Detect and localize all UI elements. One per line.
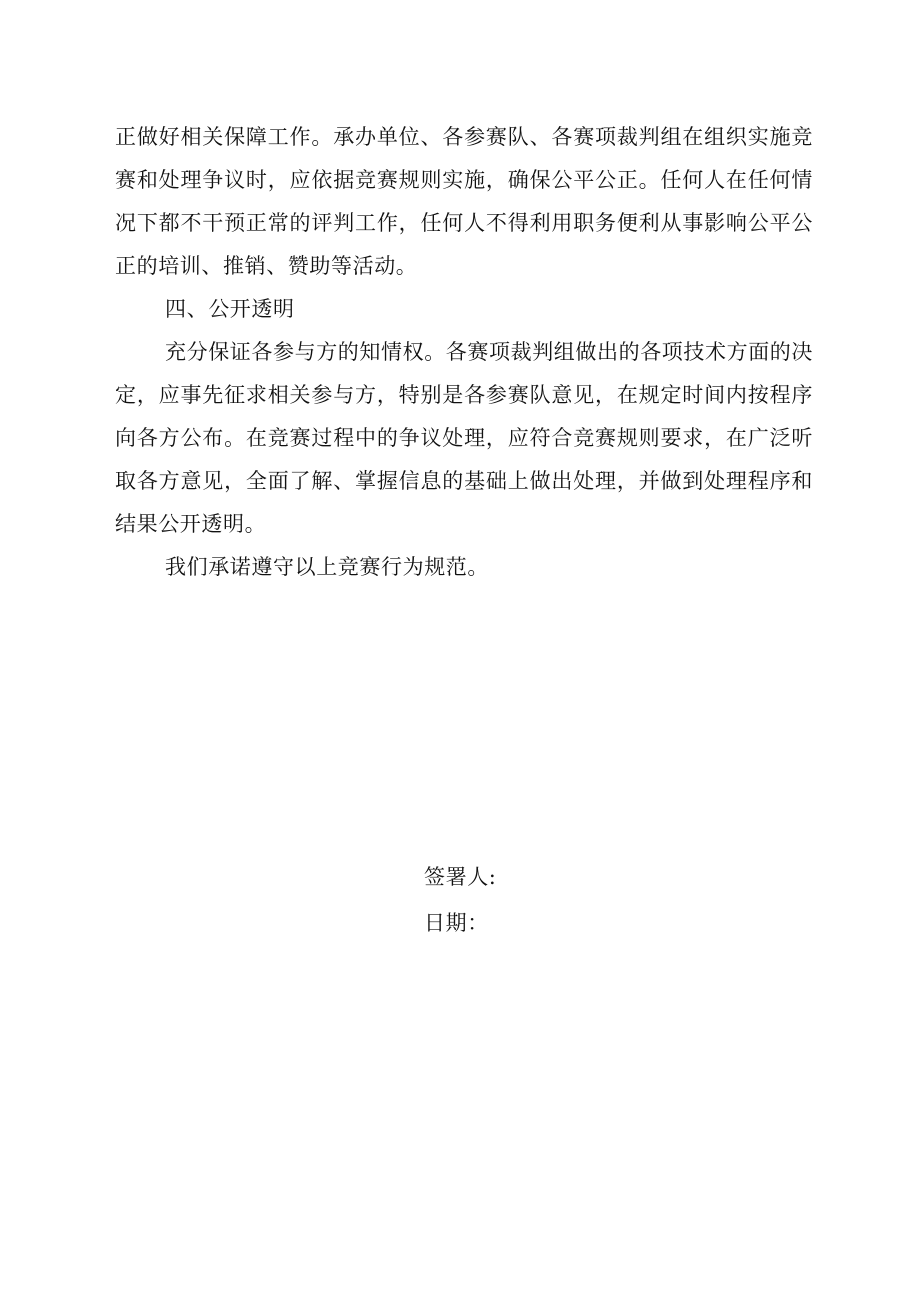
signer-label: 签署人: [424, 865, 497, 889]
paragraph-continuation: 正做好相关保障工作。承办单位、各参赛队、各赛项裁判组在组织实施竞赛和处理争议时，应依据竞赛规则实施，确保公平公正。任何人在任何情况下都不干预正常的评判工作，任何人不得利用职务便利从事影响公平公正的培训、推销、赞助等活动。 [115, 125, 813, 278]
section-heading-openness: 四、公开透明 [165, 297, 295, 321]
paragraph-transparency: 充分保证各参与方的知情权。各赛项裁判组做出的各项技术方面的决定，应事先征求相关参与方，特别是各参赛队意见，在规定时间内按程序向各方公布。在竞赛过程中的争议处理，应符合竞赛规则要求，在广泛听取各方意见，全面了解、掌握信息的基础上做出处理，并做到处理程序和结果公开透明。 [115, 340, 813, 536]
date-label: 日期： [424, 911, 489, 935]
paragraph-commitment: 我们承诺遵守以上竞赛行为规范。 [165, 555, 489, 579]
document-body [115, 116, 813, 589]
